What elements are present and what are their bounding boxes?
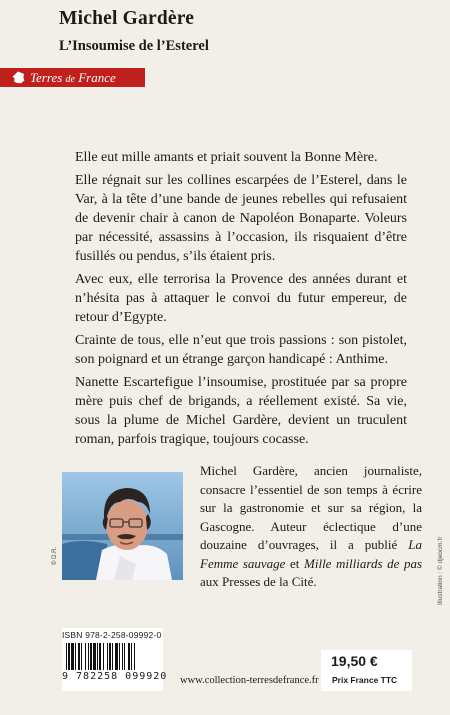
collection-name-word-2: de [65, 74, 75, 85]
collection-name-word-1: Terres [30, 70, 63, 85]
blurb-paragraph: Elle régnait sur les collines escarpées de l’Esterel, dans le Var, à la tête d’une bande de jeunes rebelles qui refusaient de devenir chair à canon de Napoléon Bonaparte. Voleurs par nécessité, assassins à l’occasion, ils risquaient d’être fusillés ou pendus, s’ils étaient pris. [75, 173, 407, 264]
author-name: Michel Gardère [59, 8, 195, 29]
barcode-number: 9 782258 099920 [62, 671, 168, 682]
author-bio [200, 462, 422, 592]
collection-name [30, 70, 116, 86]
price-amount: 19,50 € [331, 653, 378, 669]
blurb-paragraph: Crainte de tous, elle n’eut que trois passions : son pistolet, son poignard et un étrange garçon handicapé : Anthime. [75, 333, 407, 367]
collection-name-word-3: France [78, 70, 116, 85]
bio-book-title: La Femme sauvage [200, 537, 422, 571]
collection-website[interactable]: www.collection-terresdefrance.fr [180, 675, 319, 686]
book-title: L’Insoumise de l’Esterel [59, 38, 209, 54]
bio-book-title: Mille milliards de pas [304, 555, 423, 571]
photo-credit: © D.R. [52, 546, 58, 565]
blurb-paragraph: Avec eux, elle terrorisa la Provence des années durant et n’hésita pas à attaquer le convoi du futur empereur, de retour d’Egypte. [75, 272, 407, 325]
bio-text: et [285, 555, 305, 571]
back-cover-blurb [75, 148, 407, 453]
collection-band [0, 68, 145, 87]
blurb-paragraph: Nanette Escartefigue l’insoumise, prostituée par sa propre mère puis chef de brigands, a réellement existé. Sa vie, sous la plume de Michel Gardère, devient un truculent roman, parfois tragique, toujours cocasse. [75, 375, 407, 447]
price-note: Prix France TTC [332, 675, 398, 685]
author-photo [62, 472, 183, 580]
blurb-paragraph: Elle eut mille amants et priait souvent la Bonne Mère. [75, 150, 378, 165]
illustration-credit: Illustration : © djeocm.fr [437, 536, 444, 605]
france-map-icon [12, 71, 25, 84]
bio-text: Michel Gardère, ancien journaliste, consacre l’essentiel de son temps à écrire sur la gastronomie et sur sa région, la Gascogne. Auteur éclectique d’une douzaine d’ouvrages, il a publié [200, 463, 422, 552]
barcode-icon [66, 643, 160, 670]
isbn-label: ISBN 978-2-258-09992-0 [62, 630, 162, 640]
bio-text: aux Presses de la Cité. [200, 574, 317, 589]
